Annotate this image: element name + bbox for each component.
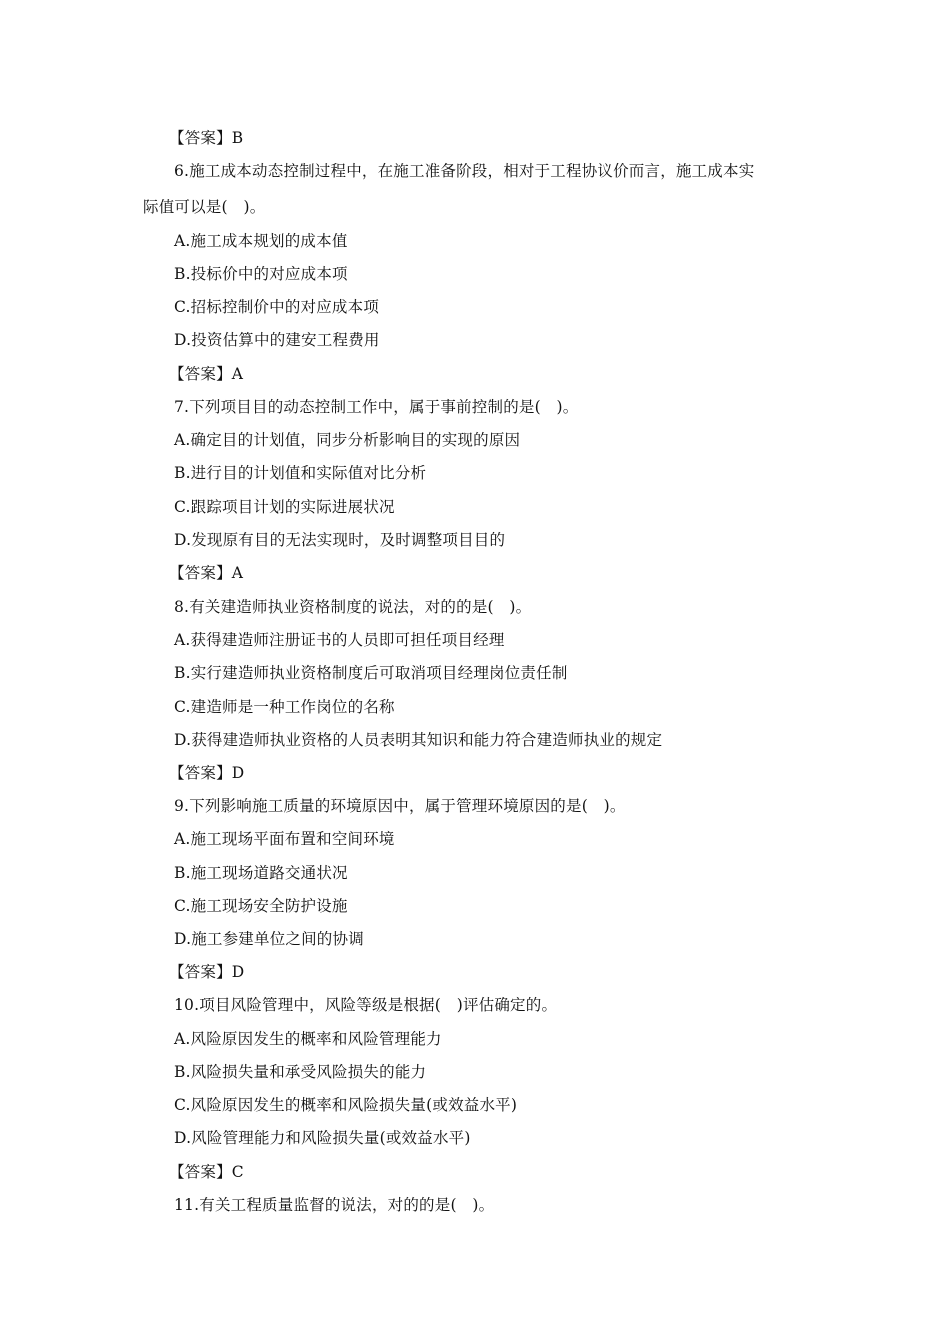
answer-line: 【答案】B xyxy=(169,129,244,147)
option-line: D.获得建造师执业资格的人员表明其知识和能力符合建造师执业的规定 xyxy=(174,731,663,749)
answer-line: 【答案】D xyxy=(169,963,245,981)
option-line: D.风险管理能力和风险损失量(或效益水平) xyxy=(174,1129,471,1147)
answer-line: 【答案】A xyxy=(169,365,244,383)
question-line: 11.有关工程质量监督的说法，对的的是( )。 xyxy=(174,1196,495,1214)
question-line: 9.下列影响施工质量的环境原因中，属于管理环境原因的是( )。 xyxy=(174,797,626,815)
option-line: C.建造师是一种工作岗位的名称 xyxy=(174,698,395,716)
option-line: A.施工成本规划的成本值 xyxy=(174,232,348,250)
answer-line: 【答案】A xyxy=(169,564,244,582)
option-line: A.施工现场平面布置和空间环境 xyxy=(174,830,395,848)
option-line: D.投资估算中的建安工程费用 xyxy=(174,331,380,349)
question-line: 10.项目风险管理中，风险等级是根据( )评估确定的。 xyxy=(174,996,558,1014)
option-line: C.风险原因发生的概率和风险损失量(或效益水平) xyxy=(174,1096,518,1114)
question-line: 6.施工成本动态控制过程中，在施工准备阶段，相对于工程协议价而言，施工成本实 xyxy=(174,162,755,180)
option-line: B.投标价中的对应成本项 xyxy=(174,265,348,283)
option-line: D.施工参建单位之间的协调 xyxy=(174,930,364,948)
answer-line: 【答案】C xyxy=(169,1163,244,1181)
option-line: C.跟踪项目计划的实际进展状况 xyxy=(174,498,395,516)
answer-line: 【答案】D xyxy=(169,764,245,782)
option-line: A.风险原因发生的概率和风险管理能力 xyxy=(174,1030,442,1048)
option-line: B.风险损失量和承受风险损失的能力 xyxy=(174,1063,427,1081)
option-line: C.招标控制价中的对应成本项 xyxy=(174,298,380,316)
option-line: D.发现原有目的无法实现时，及时调整项目目的 xyxy=(174,531,506,549)
option-line: B.施工现场道路交通状况 xyxy=(174,864,348,882)
question-line: 7.下列项目目的动态控制工作中，属于事前控制的是( )。 xyxy=(174,398,579,416)
option-line: A.确定目的计划值，同步分析影响目的实现的原因 xyxy=(174,431,521,449)
question-line: 8.有关建造师执业资格制度的说法，对的的是( )。 xyxy=(174,598,532,616)
option-line: A.获得建造师注册证书的人员即可担任项目经理 xyxy=(174,631,505,649)
option-line: B.实行建造师执业资格制度后可取消项目经理岗位责任制 xyxy=(174,664,568,682)
option-line: C.施工现场安全防护设施 xyxy=(174,897,348,915)
option-line: B.进行目的计划值和实际值对比分析 xyxy=(174,464,427,482)
question-line-continuation: 际值可以是( )。 xyxy=(143,198,266,216)
